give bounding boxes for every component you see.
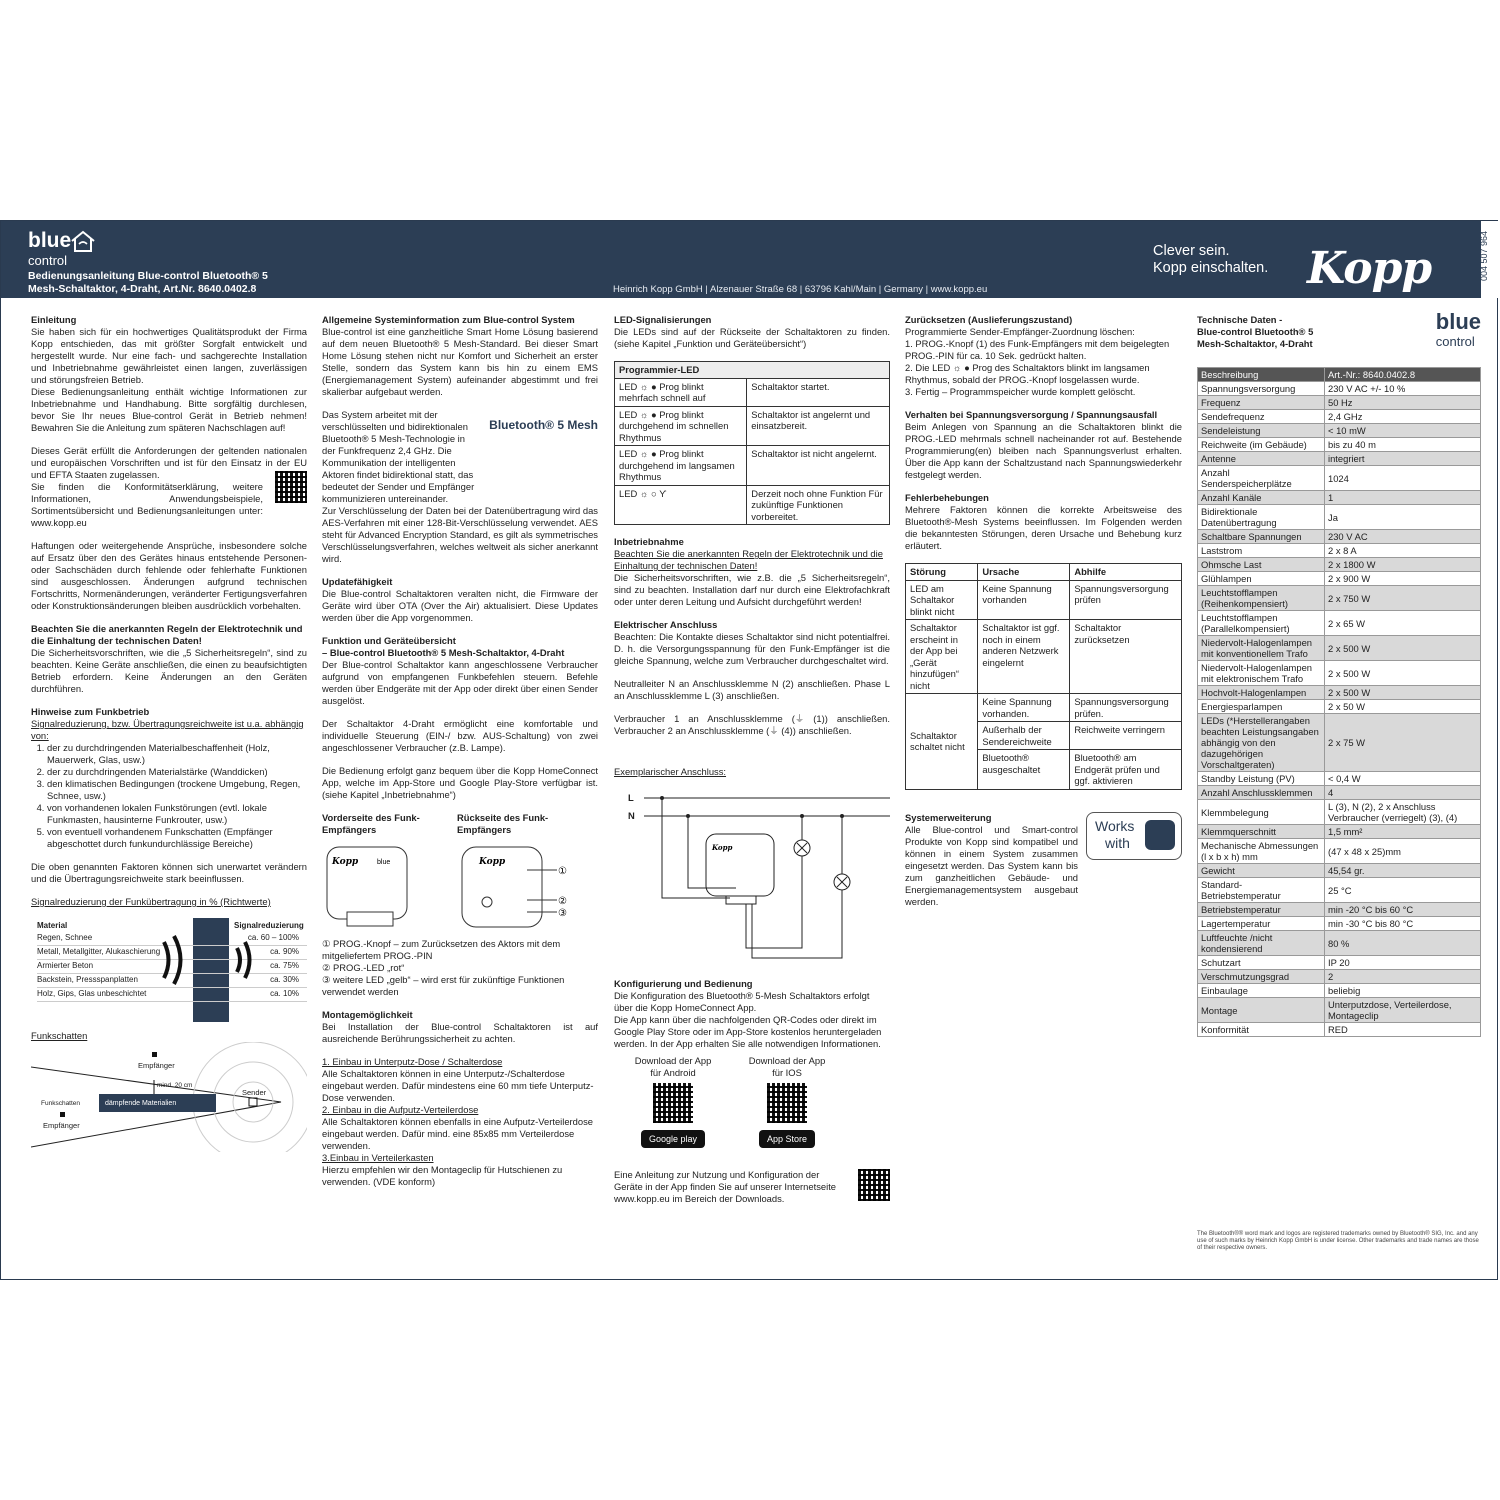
table-row: Mechanische Abmessungen (l x b x h) mm (47 x 48 x 25)mm bbox=[1198, 839, 1481, 864]
safety-text: Die Sicherheitsvorschriften, wie die „5 Sicherheitsregeln“, sind zu beachten. Keine Geräte anschließen, die einen zu beaufsichtigten Betrieb erfordern. Keine Änderungen an den Geräten durchführen. bbox=[31, 647, 307, 694]
table-row: Glühlampen 2 x 900 W bbox=[1198, 572, 1481, 586]
table-row: Spannungsversorgung 230 V AC +/- 10 % bbox=[1198, 382, 1481, 396]
table-row: Bluetooth® ausgeschaltet Bluetooth® am Endgerät prüfen und ggf. aktivieren bbox=[906, 750, 1182, 790]
receiver-label-2: Empfänger bbox=[43, 1121, 80, 1130]
manual-link-block bbox=[614, 1169, 890, 1205]
wiring-diagram bbox=[614, 778, 890, 978]
heading-function-sub: – Blue-control Bluetooth® 5 Mesh-Schaltaktor, 4-Draht bbox=[322, 647, 565, 658]
qr-code-ios[interactable] bbox=[767, 1083, 807, 1123]
specs-header: Technische Daten - Blue-control Bluetooth® 5 Mesh-Schaltaktor, 4-Draht blue control bbox=[1197, 314, 1481, 367]
house-wifi-icon bbox=[70, 229, 96, 253]
commissioning-text: Die Sicherheitsvorschriften, wie z.B. die „5 Sicherheitsregeln“, sind zu beachten. Installation darf nur durch eine Elektrofachkraft oder unter deren Leitung und Aufsicht durchgeführt werden! bbox=[614, 572, 890, 607]
system-extension-block bbox=[905, 812, 1182, 908]
table-row: Bidirektionale Datenübertragung Ja bbox=[1198, 505, 1481, 530]
material-label: dämpfende Materialien bbox=[105, 1100, 177, 1107]
column-reset bbox=[905, 314, 1182, 908]
troubleshooting-table bbox=[905, 563, 1182, 790]
heading-radio: Hinweise zum Funkbetrieb bbox=[31, 706, 150, 717]
svg-text:①: ① bbox=[558, 866, 567, 877]
signal-reduction-graphic bbox=[31, 918, 307, 1022]
table-row: Standard-Betriebstemperatur 25 °C bbox=[1198, 878, 1481, 903]
led-table bbox=[614, 361, 890, 525]
function-text-2: Der Schaltaktor 4-Draht ermöglicht eine komfortable und individuelle Steuerung (EIN-/ bzw. AUS-Schaltung) von zwei angeschlossener Verbraucher (z.B. Lampe). bbox=[322, 718, 598, 753]
aes-text: Zur Verschlüsselung der Daten bei der Datenübertragung wird das AES-Verfahren mit einer 128-Bit-Verschlüsselung verwendet. AES steht für Advanced Encryption Standard, es gilt als symmetrisches Verschlüsselungsverfahren, welches weltweit als sicher anerkannt wird. bbox=[322, 505, 598, 564]
svg-text:Kopp: Kopp bbox=[479, 857, 506, 867]
table-row: Schaltaktor schaltet nicht Keine Spannung vorhanden. Spannungsversorgung prüfen. bbox=[906, 694, 1182, 722]
table-row: Backstein, Pressspanplatten ca. 30% bbox=[37, 974, 307, 988]
heading-reset: Zurücksetzen (Auslieferungszustand) bbox=[905, 314, 1073, 325]
heading-signal: Signalreduzierung der Funkübertragung in % (Richtwerte) bbox=[31, 896, 271, 907]
svg-text:Kopp: Kopp bbox=[332, 857, 359, 867]
electrical-text: Beachten: Die Kontakte dieses Schaltaktor sind nicht potentialfrei. D. h. die Versorgungsspannung für den Funk-Empfänger ist die gleiche Spannung, welche zum Verbraucher durchgeschaltet wird. bbox=[614, 631, 890, 666]
blue-control-logo-small: blue control bbox=[1435, 309, 1481, 349]
mount-option-3-text: Hierzu empfehlen wir den Montageclip für Hutschienen zu verwenden. (VDE konform) bbox=[322, 1164, 563, 1187]
doc-number-strip bbox=[1481, 221, 1498, 298]
mount-option-2: 2. Einbau in die Aufputz-Verteilerdose bbox=[322, 1104, 479, 1115]
liability-text: Haftungen oder weitergehende Ansprüche, insbesondere solche auf Ersatz über den des Gerätes hinaus entstehende Personen- oder Sachschäden durch fehlende oder fehlerhafte Funktionen sind ausgeschlossen. Änderungen aufgrund technischen Fortschritts, Normenänderungen, veränderter Fertigungsverfahren oder Konstruktionsänderungen bleiben ausdrücklich vorbehalten. bbox=[31, 540, 307, 611]
heading-commissioning: Inbetriebnahme bbox=[614, 536, 684, 547]
google-play-badge[interactable]: Google play bbox=[641, 1130, 705, 1148]
signal-waves-icon bbox=[159, 930, 259, 990]
column-led bbox=[614, 314, 890, 1205]
document-title: Bedienungsanleitung Blue-control Bluetooth® 5 Mesh-Schaltaktor, 4-Draht, Art.Nr. 8640.0402.8 bbox=[28, 270, 268, 295]
qr-code-android[interactable] bbox=[653, 1083, 693, 1123]
header-bar bbox=[1, 221, 1490, 298]
heading-power: Verhalten bei Spannungsversorgung / Spannungsausfall bbox=[905, 409, 1158, 420]
table-row: Außerhalb der Sendereichweite Reichweite verringern bbox=[906, 722, 1182, 750]
manual-link-text[interactable]: Eine Anleitung zur Nutzung und Konfiguration der Geräte in der App finden Sie auf unserer Internetseite www.kopp.eu im Bereich der Downloads. bbox=[614, 1169, 837, 1204]
list-item: 3. den klimatischen Bedingungen (trockene Umgebung, Regen, Schnee, usw.) bbox=[47, 778, 307, 802]
table-row: Ohmsche Last 2 x 1800 W bbox=[1198, 558, 1481, 572]
signal-header-reduction: Signalreduzierung bbox=[234, 921, 304, 930]
table-row: LED am Schaltakor blinkt nicht Keine Spannung vorhanden Spannungsversorgung prüfen bbox=[906, 580, 1182, 620]
slogan: Clever sein. Kopp einschalten. bbox=[1153, 243, 1269, 276]
reset-step: 2. Die LED ☼ ● Prog des Schaltaktors blinkt im langsamen Rhythmus, sobald der PROG.-Knopf losgelassen wurde. bbox=[905, 362, 1150, 385]
works-with-badge bbox=[1086, 812, 1182, 860]
table-row: Anzahl Senderspeicherplätze 1024 bbox=[1198, 466, 1481, 491]
list-item: 4. von vorhandenen lokalen Funkstörungen (evtl. lokale Funkmasten, hausinterne Funkrouter, usw.) bbox=[47, 802, 307, 826]
qr-code[interactable] bbox=[275, 471, 307, 503]
mount-option-3: 3.Einbau in Verteilerkasten bbox=[322, 1152, 434, 1163]
receiver-label: Empfänger bbox=[138, 1061, 175, 1070]
table-row: Luftfeuchte /nicht kondensierend 80 % bbox=[1198, 931, 1481, 956]
system-text: Blue-control ist eine ganzheitliche Smart Home Lösung basierend auf dem neuen Bluetooth® 5 Mesh-Standard. Bei dieser Smart Home Lösung stehen nicht nur Komfort und Sicherheit an erster Stelle, sondern das System kann bis hin zu einem EMS (Energiemanagement System) aufeinander abgestimmt und frei skalierbar aufgebaut werden. bbox=[322, 326, 598, 397]
list-item: 5. von eventuell vorhandenem Funkschatten (Empfänger abgeschottet durch funkundurchlässige Bereiche) bbox=[47, 826, 307, 850]
update-text: Die Blue-control Schaltaktoren veralten nicht, die Firmware der Geräte wird über OTA (Over the Air) aktualisiert. Diese Updates werden über die App vorgenommen. bbox=[322, 588, 598, 623]
extension-text: Alle Blue-control und Smart-control Produkte von Kopp sind kompatibel und können in einem System zusammen eingesetzt werden. Das System kann bis zum ganzheitlichen Gebäude- und Energiemanagementsystem ausgebaut werden. bbox=[905, 823, 1078, 907]
bluetooth-text: Das System arbeitet mit der verschlüsselten und bidirektionalen Bluetooth® 5 Mesh-Technologie in der Funkfrequenz 2,4 GHz. Die Kommunikation der intelligenten Aktoren findet bidirektional statt, das bedeutet der Sender und Empfänger kommunizieren untereinander. bbox=[322, 409, 475, 504]
mount-option-1-text: Alle Schaltaktoren können in eine Unterputz-/Schalterdose eingebaut werden. Dafür mindestens eine 60 mm tiefe Unterputz-Dose verwenden. bbox=[322, 1068, 594, 1103]
app-download-block bbox=[614, 1055, 890, 1169]
legend-item-2: ② PROG.-LED „rot“ bbox=[322, 962, 405, 973]
table-row: Gewicht 45,54 gr. bbox=[1198, 864, 1481, 878]
table-row: Verschmutzungsgrad 2 bbox=[1198, 970, 1481, 984]
table-row: Schaltbare Spannungen 230 V AC bbox=[1198, 530, 1481, 544]
table-row: Energiesparlampen 2 x 50 W bbox=[1198, 700, 1481, 714]
conformity-text: Dieses Gerät erfüllt die Anforderungen der geltenden nationalen und europäischen Vorschriften und ist für den Einsatz in der EU und EFTA Staaten zugelassen. bbox=[31, 445, 307, 480]
config-text-2: Die App kann über die nachfolgenden QR-Codes oder direkt im Google Play Store oder im App-Store kostenlos heruntergeladen werden. In der App erhalten Sie alle notwendigen Informationen. bbox=[614, 1014, 882, 1049]
manual-sheet bbox=[0, 220, 1498, 1280]
svg-text:③: ③ bbox=[558, 908, 567, 919]
bluetooth-logo: Bluetooth® 5 Mesh bbox=[489, 418, 598, 432]
table-row: Niedervolt-Halogenlampen mit elektronischem Trafo 2 x 500 W bbox=[1198, 661, 1481, 686]
led-table-header: Programmier-LED bbox=[615, 362, 890, 379]
front-label: Vorderseite des Funk-Empfängers bbox=[322, 812, 420, 835]
power-text: Beim Anlegen von Spannung an die Schaltaktoren blinkt die PROG.-LED mehrmals schnell nacheinander rot auf. Bestehende Programmierung(en) bleiben nach Spannungsverlust erhalten. Über die App kann der Schaltzustand nach Spannungswiederkehr festgelegt werden. bbox=[905, 421, 1182, 480]
company-address: Heinrich Kopp GmbH | Alzenauer Straße 68 | 63796 Kahl/Main | Germany | www.kopp.eu bbox=[613, 284, 988, 295]
distance-label: mind. 20 cm bbox=[157, 1082, 193, 1089]
table-row: Einbaulage beliebig bbox=[1198, 984, 1481, 998]
heading-troubleshooting: Fehlerbehebungen bbox=[905, 492, 989, 503]
table-row: Betriebstemperatur min -20 °C bis 60 °C bbox=[1198, 903, 1481, 917]
table-row: LED ☼ ● Prog blinkt mehrfach schnell auf Schaltaktor startet. bbox=[615, 378, 890, 406]
device-views bbox=[322, 812, 598, 938]
troubleshooting-text: Mehrere Faktoren können die korrekte Arbeitsweise des Bluetooth®-Mesh Systems beeinflussen. Im Folgenden werden die bekanntesten Störungen, deren Ursache und Behebung kurz erläutert. bbox=[905, 504, 1182, 551]
heading-system: Allgemeine Systeminformation zum Blue-control System bbox=[322, 314, 575, 325]
heading-mounting: Montagemöglichkeit bbox=[322, 1009, 413, 1020]
table-row: Antenne integriert bbox=[1198, 452, 1481, 466]
back-label: Rückseite des Funk-Empfängers bbox=[457, 812, 549, 835]
table-row: Leuchtstofflampen (Parallelkompensiert) 2 x 65 W bbox=[1198, 611, 1481, 636]
trademark-notice: The Bluetooth®® word mark and logos are registered trademarks owned by Bluetooth® SIG, Inc. and any use of such marks by Heinrich Kopp GmbH is under license. Other trademarks and trade names are those of their respective owners. bbox=[1197, 1231, 1479, 1251]
legend-item-1: ① PROG.-Knopf – zum Zurücksetzen des Aktors mit dem mitgeliefertem PROG.-PIN bbox=[322, 938, 561, 961]
column-intro bbox=[31, 314, 307, 1152]
list-item: 2. der zu durchdringenden Materialstärke (Wanddicken) bbox=[47, 766, 307, 778]
svg-text:Kopp: Kopp bbox=[712, 843, 733, 852]
table-row: Schaltaktor erscheint in der App bei „Gerät hinzufügen“ nicht Schaltaktor ist ggf. noch in einem anderen Netzwerk eingelernt Schaltaktor zurücksetzen bbox=[906, 620, 1182, 694]
radio-intro: Signalreduzierung, bzw. Übertragungsreichweite ist u.a. abhängig von: bbox=[31, 718, 304, 741]
svg-text:②: ② bbox=[558, 896, 567, 907]
conformity-block bbox=[31, 481, 307, 529]
mount-option-2-text: Alle Schaltaktoren können ebenfalls in eine Aufputz-Verteilerdose eingebaut werden. Dafür mind. eine 85x85 mm Verteilerdose verwenden. bbox=[322, 1116, 594, 1151]
qr-code-manual[interactable] bbox=[858, 1169, 890, 1201]
table-row: LED ☼ ● Prog blinkt durchgehend im schnellen Rhythmus Schaltaktor ist angelernt und einsatzbereit. bbox=[615, 406, 890, 446]
reset-step: 3. Fertig – Programmspeicher wurde komplett gelöscht. bbox=[905, 386, 1136, 397]
table-row: Beschreibung Art.-Nr.: 8640.0402.8 bbox=[1198, 368, 1481, 382]
column-specs bbox=[1197, 309, 1481, 1037]
wiring-svg bbox=[614, 778, 890, 978]
heading-electrical: Elektrischer Anschluss bbox=[614, 619, 718, 630]
table-row: Standby Leistung (PV) < 0,4 W bbox=[1198, 772, 1481, 786]
electrical-text-3: Verbraucher 1 an Anschlussklemme (⏚ (1)) anschließen. Verbraucher 2 an Anschlussklemme (⏚ (4)) anschließen. bbox=[614, 713, 890, 736]
bluetooth-block bbox=[322, 409, 598, 505]
table-row: Metall, Metallgitter, Alukaschierung ca. 90% bbox=[37, 946, 307, 960]
config-text: Die Konfiguration des Bluetooth® 5-Mesh Schaltaktors erfolgt über die Kopp HomeConnect App. bbox=[614, 990, 870, 1013]
intro-text-2: Diese Bedienungsanleitung enthält wichtige Informationen zur Inbetriebnahme und Handhabung. Bitte sorgfältig durchlesen, bevor Sie Ihr neues Blue-control Gerät in Betrieb nehmen! Bewahren Sie die Anleitung zum späteren Nachschlagen auf! bbox=[31, 386, 307, 433]
table-row: Laststrom 2 x 8 A bbox=[1198, 544, 1481, 558]
doc-number: 004 507 964 bbox=[1479, 230, 1490, 282]
table-row: Konformität RED bbox=[1198, 1023, 1481, 1037]
radio-factor-list bbox=[31, 742, 307, 850]
table-row: LED ☼ ● Prog blinkt durchgehend im langsamen Rhythmus Schaltaktor ist nicht angelernt. bbox=[615, 446, 890, 486]
kopp-logo: Kopp bbox=[1307, 243, 1432, 294]
device-back-image bbox=[457, 842, 567, 932]
sender-label: Sender bbox=[242, 1088, 267, 1097]
function-text: Der Blue-control Schaltaktor kann angeschlossene Verbraucher aufgrund von empfangenen Funkbefehlen steuern. Befehle werden über Endgeräte mit der App oder direkt über einen Sender ausgelöst. bbox=[322, 659, 598, 706]
table-row: LED ☼ ○ ϒ Derzeit noch ohne Funktion Für zukünftige Funktionen vorbereitet. bbox=[615, 485, 890, 525]
heading-update: Updatefähigkeit bbox=[322, 576, 393, 587]
works-with-text: Works with bbox=[1095, 817, 1135, 851]
table-row: Montage Unterputzdose, Verteilerdose, Montageclip bbox=[1198, 998, 1481, 1023]
function-text-3: Die Bedienung erfolgt ganz bequem über die Kopp HomeConnect App, welche im App-Store und Google Play-Store verfügbar ist. (siehe Kapitel „Inbetriebnahme“) bbox=[322, 765, 598, 800]
table-row: Schutzart IP 20 bbox=[1198, 956, 1481, 970]
shadow-label: Funkschatten bbox=[41, 1100, 81, 1107]
table-row: Klemmquerschnitt 1,5 mm² bbox=[1198, 825, 1481, 839]
heading-config: Konfigurierung und Bedienung bbox=[614, 978, 753, 989]
wire-n-label: N bbox=[628, 810, 635, 821]
legend-item-3: ③ weitere LED „gelb“ – wird erst für zukünftige Funktionen verwendet werden bbox=[322, 974, 565, 997]
table-row: Störung Ursache Abhilfe bbox=[906, 564, 1182, 581]
reset-intro: Programmierte Sender-Empfänger-Zuordnung löschen: bbox=[905, 326, 1135, 337]
spec-table bbox=[1197, 367, 1481, 1037]
heading-example: Exemplarischer Anschluss: bbox=[614, 766, 727, 777]
table-row: Lagertemperatur min -30 °C bis 80 °C bbox=[1198, 917, 1481, 931]
radio-outro: Die oben genannten Faktoren können sich unerwartet verändern und die Übertragungsreichweite stark beeinflussen. bbox=[31, 861, 307, 884]
mounting-text: Bei Installation der Blue-control Schaltaktoren ist auf ausreichende Berührungssicherheit zu achten. bbox=[322, 1021, 598, 1044]
table-row: Armierter Beton ca. 75% bbox=[37, 960, 307, 974]
device-front-image bbox=[322, 842, 412, 932]
table-row: Sendefrequenz 2,4 GHz bbox=[1198, 410, 1481, 424]
conformity-link-text[interactable]: Sie finden die Konformitätserklärung, weitere Informationen, Anwendungsbeispiele, Sortimentsübersicht und Bedienungsanleitungen unter: www.kopp.eu bbox=[31, 481, 263, 528]
android-download: Download der App für Android Google play bbox=[632, 1055, 714, 1148]
app-store-badge[interactable]: App Store bbox=[759, 1130, 815, 1148]
table-row: Hochvolt-Halogenlampen 2 x 500 W bbox=[1198, 686, 1481, 700]
table-row: Regen, Schnee ca. 60 – 100% bbox=[37, 932, 307, 946]
commissioning-rules: Beachten Sie die anerkannten Regeln der Elektrotechnik und die Einhaltung der technischen Daten! bbox=[614, 548, 883, 571]
svg-text:blue: blue bbox=[377, 859, 391, 866]
heading-led: LED-Signalisierungen bbox=[614, 314, 712, 325]
led-text: Die LEDs sind auf der Rückseite der Schaltaktoren zu finden. (siehe Kapitel „Funktion und Geräteübersicht“) bbox=[614, 326, 890, 349]
intro-text: Sie haben sich für ein hochwertiges Qualitätsprodukt der Firma Kopp entschieden, das mit größter Sorgfalt entwickelt und hergestellt wurde. Nur eine fach- und sachgerechte Installation und Inbetriebnahme gewährleistet einen langen, zuverlässigen und störungsfreien Betrieb. bbox=[31, 326, 307, 385]
wire-l-label: L bbox=[628, 792, 634, 803]
ios-download: Download der App für IOS App Store bbox=[746, 1055, 828, 1148]
heading-function: Funktion und Geräteübersicht bbox=[322, 635, 456, 646]
table-row: Anzahl Kanäle 1 bbox=[1198, 491, 1481, 505]
heading-intro: Einleitung bbox=[31, 314, 77, 325]
heading-shadow: Funkschatten bbox=[31, 1030, 88, 1041]
table-row: Niedervolt-Halogenlampen mit konventionellem Trafo 2 x 500 W bbox=[1198, 636, 1481, 661]
table-row: Anzahl Anschlussklemmen 4 bbox=[1198, 786, 1481, 800]
table-row: Leuchtstofflampen (Reihenkompensiert) 2 x 750 W bbox=[1198, 586, 1481, 611]
blue-control-logo: blue control bbox=[28, 231, 71, 271]
table-row: Reichweite (im Gebäude) bis zu 40 m bbox=[1198, 438, 1481, 452]
list-item: 1. der zu durchdringenden Materialbeschaffenheit (Holz, Mauerwerk, Glas, usw.) bbox=[47, 742, 307, 766]
house-icon bbox=[1145, 820, 1175, 850]
table-row: Frequenz 50 Hz bbox=[1198, 396, 1481, 410]
table-row: Holz, Gips, Glas unbeschichtet ca. 10% bbox=[37, 988, 307, 1002]
heading-rules: Beachten Sie die anerkannten Regeln der Elektrotechnik und die Einhaltung der technischen Daten! bbox=[31, 623, 303, 646]
table-row: LEDs (*Herstellerangaben beachten Leistungsangaben abhängig von den dazugehörigen Vorschaltgeraten) 2 x 75 W bbox=[1198, 714, 1481, 772]
radio-shadow-diagram bbox=[31, 1042, 307, 1152]
reset-step: 1. PROG.-Knopf (1) des Funk-Empfängers mit dem beigelegten PROG.-PIN für ca. 10 Sek. gedrückt halten. bbox=[905, 338, 1170, 361]
mount-option-1: 1. Einbau in Unterputz-Dose / Schalterdose bbox=[322, 1056, 503, 1067]
heading-extension: Systemerweiterung bbox=[905, 811, 992, 823]
column-system bbox=[322, 314, 598, 1188]
signal-header-material: Material bbox=[37, 921, 68, 930]
electrical-text-2: Neutralleiter N an Anschlussklemme N (2) anschließen. Phase L an Anschlussklemme L (3) anschließen. bbox=[614, 678, 890, 701]
table-row: Sendeleistung < 10 mW bbox=[1198, 424, 1481, 438]
table-row: Klemmbelegung L (3), N (2), 2 x Anschluss Verbraucher (verriegelt) (3), (4) bbox=[1198, 800, 1481, 825]
